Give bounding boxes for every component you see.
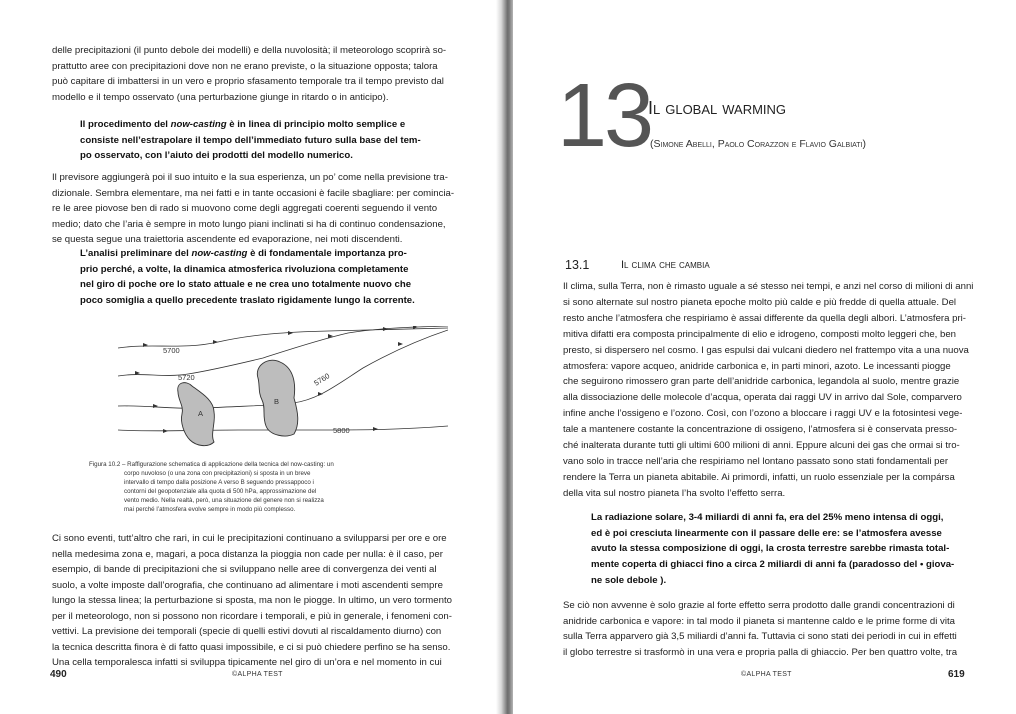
text-line: dizionale. Sembra elementare, ma nei fatti e in tante occasioni è facile sbagliare: per comincia- bbox=[52, 187, 455, 199]
chapter-number: 13 bbox=[557, 66, 652, 166]
text-line: suolo, a volte imposte dall’orografia, che continuano ad alimentare i moti ascendenti sempre bbox=[52, 579, 443, 591]
text-line: nella medesima zona e, magari, a poca distanza la pioggia non cade per nulla: è il caso, per bbox=[52, 548, 443, 560]
text-line: presto, si dispersero nel cosmo. I gas espulsi dai vulcani diedero nel frattempo vita a una nuova bbox=[563, 344, 969, 356]
isoline-label-5720: 5720 bbox=[178, 373, 195, 382]
text-line: se questa segue una traiettoria ascendente ed evaporazione, nei moti discendenti. bbox=[52, 234, 403, 245]
caption-line: vento medio. Nella realtà, però, una situazione del genere non si realizza bbox=[124, 497, 324, 505]
caption-line: mai perché l’atmosfera evolve sempre in modo più complesso. bbox=[124, 506, 296, 514]
text-line: la tecnica descritta finora è di fatto quasi impossibile, e ci si può chiedere perfino se ha senso. bbox=[52, 641, 451, 653]
highlight-line: poco somiglia a quello precedente traslato rigidamente lungo la corrente. bbox=[80, 294, 415, 306]
caption-line: corpo nuvoloso (o una zona con precipitazioni) si sposta in un breve bbox=[124, 470, 311, 478]
imprint-left: ©ALPHA TEST bbox=[232, 671, 283, 678]
text-line: vano solo in tracce nell’aria che respiriamo nel lontano passato sono stati fondamentali per bbox=[563, 455, 949, 467]
text-line: alla dissociazione delle molecole d’acqua, operata dai raggi UV in arrivo dal Sole, comparvero bbox=[563, 392, 962, 404]
figure-caption bbox=[89, 460, 399, 515]
text-line: atmosfera: vapore acqueo, anidride carbonica e, in parti minori, azoto. Le incessanti piogge bbox=[563, 360, 951, 372]
highlight-line: nel giro di poche ore lo stato attuale e ne crea uno totalmente nuovo che bbox=[80, 279, 412, 291]
isoline-label-5800: 5800 bbox=[333, 426, 350, 435]
page-number-right: 619 bbox=[948, 669, 965, 680]
text-line: tale a mantenere costante la concentrazione di ossigeno, l’atmosfera si è conservata presso- bbox=[563, 424, 958, 436]
arrow-marker bbox=[398, 342, 403, 346]
caption-line: intervallo di tempo dalla posizione A verso B seguendo pressappoco i bbox=[124, 479, 314, 487]
text-line: delle precipitazioni (il punto debole dei modelli) e della nuvolosità; il meteorologo scoprirà so- bbox=[52, 45, 447, 56]
text-line: Se ciò non avvenne è solo grazie al forte effetto serra prodotto dalle grandi concentrazioni di bbox=[563, 600, 955, 611]
section-number: 13.1 bbox=[565, 258, 590, 272]
highlight-line: L’analisi preliminare del now-casting è di fondamentale importanza pro- bbox=[80, 248, 407, 259]
arrow-marker bbox=[318, 392, 323, 396]
text-line: Il previsore aggiungerà poi il suo intuito e la sua esperienza, un po’ come nella previsione tra- bbox=[52, 172, 448, 183]
highlight-line: La radiazione solare, 3-4 miliardi di anni fa, era del 25% meno intensa di oggi, bbox=[591, 512, 944, 523]
text-line: Una cella temporalesca infatti si sviluppa tipicamente nel giro di un’ora e nel momento in cui bbox=[52, 657, 442, 668]
text-line: il globo terrestre si trasformò in una vera e propria palla di ghiaccio. Per ben quattro volte, tra bbox=[563, 646, 958, 658]
highlight-box-now-casting bbox=[80, 117, 440, 164]
cloud-a bbox=[178, 383, 215, 446]
text-line: infine anche l’ossigeno e l’ozono. Così, con l’ozono a bloccare i raggi UV e la fotosintesi vege- bbox=[563, 408, 963, 420]
highlight-line: po osservato, con l’aiuto dei prodotti del modello numerico. bbox=[80, 150, 353, 162]
chapter-title: Il global warming bbox=[648, 98, 787, 118]
text-line: prattutto aree con precipitazioni dove non ne erano previste, o la situazione opposta; talora bbox=[52, 60, 438, 72]
arrow-marker bbox=[163, 429, 168, 433]
section-title: Il clima che cambia bbox=[621, 259, 710, 271]
text-line: esempio, di bande di precipitazioni che si sviluppano nelle aree di convergenza dei venti al bbox=[52, 564, 437, 575]
text-line: che seguirono rimossero gran parte dell’anidride carbonica, legandola al suolo, mentre grazie bbox=[563, 376, 960, 388]
highlight-box-analysis bbox=[80, 246, 440, 308]
text-line: mitiva difatti era composta principalmente di elio e idrogeno, composti molto leggeri che, ben bbox=[563, 328, 957, 340]
text-line: rendere la Terra un pianeta abitabile. Ai primordi, infatti, un ruolo essenziale per la compársa bbox=[563, 471, 955, 483]
text-line: medio; dato che l’aria è sempre in moto lungo piani inclinati si ha di continuo condensazione, bbox=[52, 218, 446, 230]
caption-line: Figura 10.2 – Raffigurazione schematica di applicazione della tecnica del now-casting: un bbox=[89, 461, 334, 468]
arrow-marker bbox=[383, 327, 388, 331]
highlight-line: prio perché, a volte, la dinamica atmosferica rivoluziona completamente bbox=[80, 263, 409, 275]
caption-line: contorni del geopotenziale alla quota di 500 hPa, approssimazione del bbox=[124, 488, 317, 496]
text-line: della vita sul nostro pianeta l’ha svolto l’effetto serra. bbox=[563, 487, 786, 499]
text-line: re le aree piovose ben di rado si muovono come degli aggregati coerenti seguendo il vento bbox=[52, 203, 438, 214]
highlight-line: ne sole debole ). bbox=[591, 574, 667, 586]
highlight-line: consiste nell’estrapolare il tempo dell’immediato futuro sulla base del tem- bbox=[80, 134, 421, 146]
isoline-label-5700: 5700 bbox=[163, 346, 180, 355]
text-line: può capitare di imbattersi in un vero e proprio sfasamento temporale tra il tempo previsto dal bbox=[52, 76, 444, 87]
highlight-line: avuto la stessa composizione di oggi, la crosta terrestre sarebbe rimasta total- bbox=[591, 543, 950, 555]
text-line: vettivi. La previsione dei temporali (specie di quelli estivi dovuti al riscaldamento diurno) con bbox=[52, 626, 442, 637]
paragraph-bottom bbox=[52, 531, 456, 671]
text-line: Il clima, sulla Terra, non è rimasto uguale a sé stesso nei tempi, e anzi nel corso di milioni di anni bbox=[563, 281, 974, 292]
now-casting-figure bbox=[118, 326, 448, 454]
text-line: lungo la stessa linea; la perturbazione si sposta, ma non le piogge. In ultimo, un vero tormento bbox=[52, 595, 452, 606]
text-line: Ci sono eventi, tutt’altro che rari, in cui le precipitazioni continuano a svilupparsi per ore e ore bbox=[52, 533, 447, 544]
text-line: sulla Terra apparvero già 3,5 miliardi d’anni fa. Tuttavia ci sono stati dei periodi in cui in effetti bbox=[563, 631, 957, 642]
text-line: resto anche l’atmosfera che respiriamo è assai differente da quella degli albori. L’atmosfera pri- bbox=[563, 312, 966, 324]
text-line: ché inalterata durante tutti gli ultimi 600 milioni di anni. Eppure alcuni dei gas che ormai si tro- bbox=[563, 440, 960, 452]
left-page bbox=[0, 0, 503, 714]
cloud-label-b: B bbox=[274, 397, 280, 406]
arrow-marker bbox=[373, 427, 378, 431]
arrow-marker bbox=[213, 340, 218, 344]
arrow-marker bbox=[288, 331, 293, 335]
text-line: anidride carbonica e vapore: in tal modo il pianeta si mantenne caldo e le prime forme di vita bbox=[563, 615, 955, 627]
highlight-line: mente coperta di ghiacci fino a circa 2 miliardi di anni fa (paradosso del • giova- bbox=[591, 559, 955, 571]
paragraph-top bbox=[52, 43, 456, 105]
text-line: si sono alternate sul nostro pianeta epoche molto più calde e più fredde di quella attuale. Del bbox=[563, 296, 957, 308]
imprint-right: ©ALPHA TEST bbox=[741, 671, 792, 678]
chapter-authors: (Simone Abelli, Paolo Corazzon e Flavio Galbiati) bbox=[650, 138, 867, 150]
highlight-line: ed è poi cresciuta linearmente con il passare delle ere: se l’atmosfera avesse bbox=[591, 527, 942, 539]
page-number-left: 490 bbox=[50, 669, 67, 680]
paragraph-mid bbox=[52, 170, 456, 248]
cloud-label-a: A bbox=[198, 409, 204, 418]
text-line: per il meteorologo, non si possono non ricordare i temporali, e più in generale, i fenomeni con- bbox=[52, 610, 452, 622]
text-line: modello e il tempo osservato (una perturbazione giunge in ritardo o in anticipo). bbox=[52, 91, 389, 103]
isoline-label-5760: 5760 bbox=[312, 371, 332, 388]
right-paragraph-1 bbox=[563, 279, 974, 502]
highlight-box-solar-radiation bbox=[591, 510, 955, 589]
right-paragraph-2 bbox=[563, 598, 965, 660]
highlight-line: Il procedimento del now-casting è in linea di principio molto semplice e bbox=[80, 119, 406, 130]
